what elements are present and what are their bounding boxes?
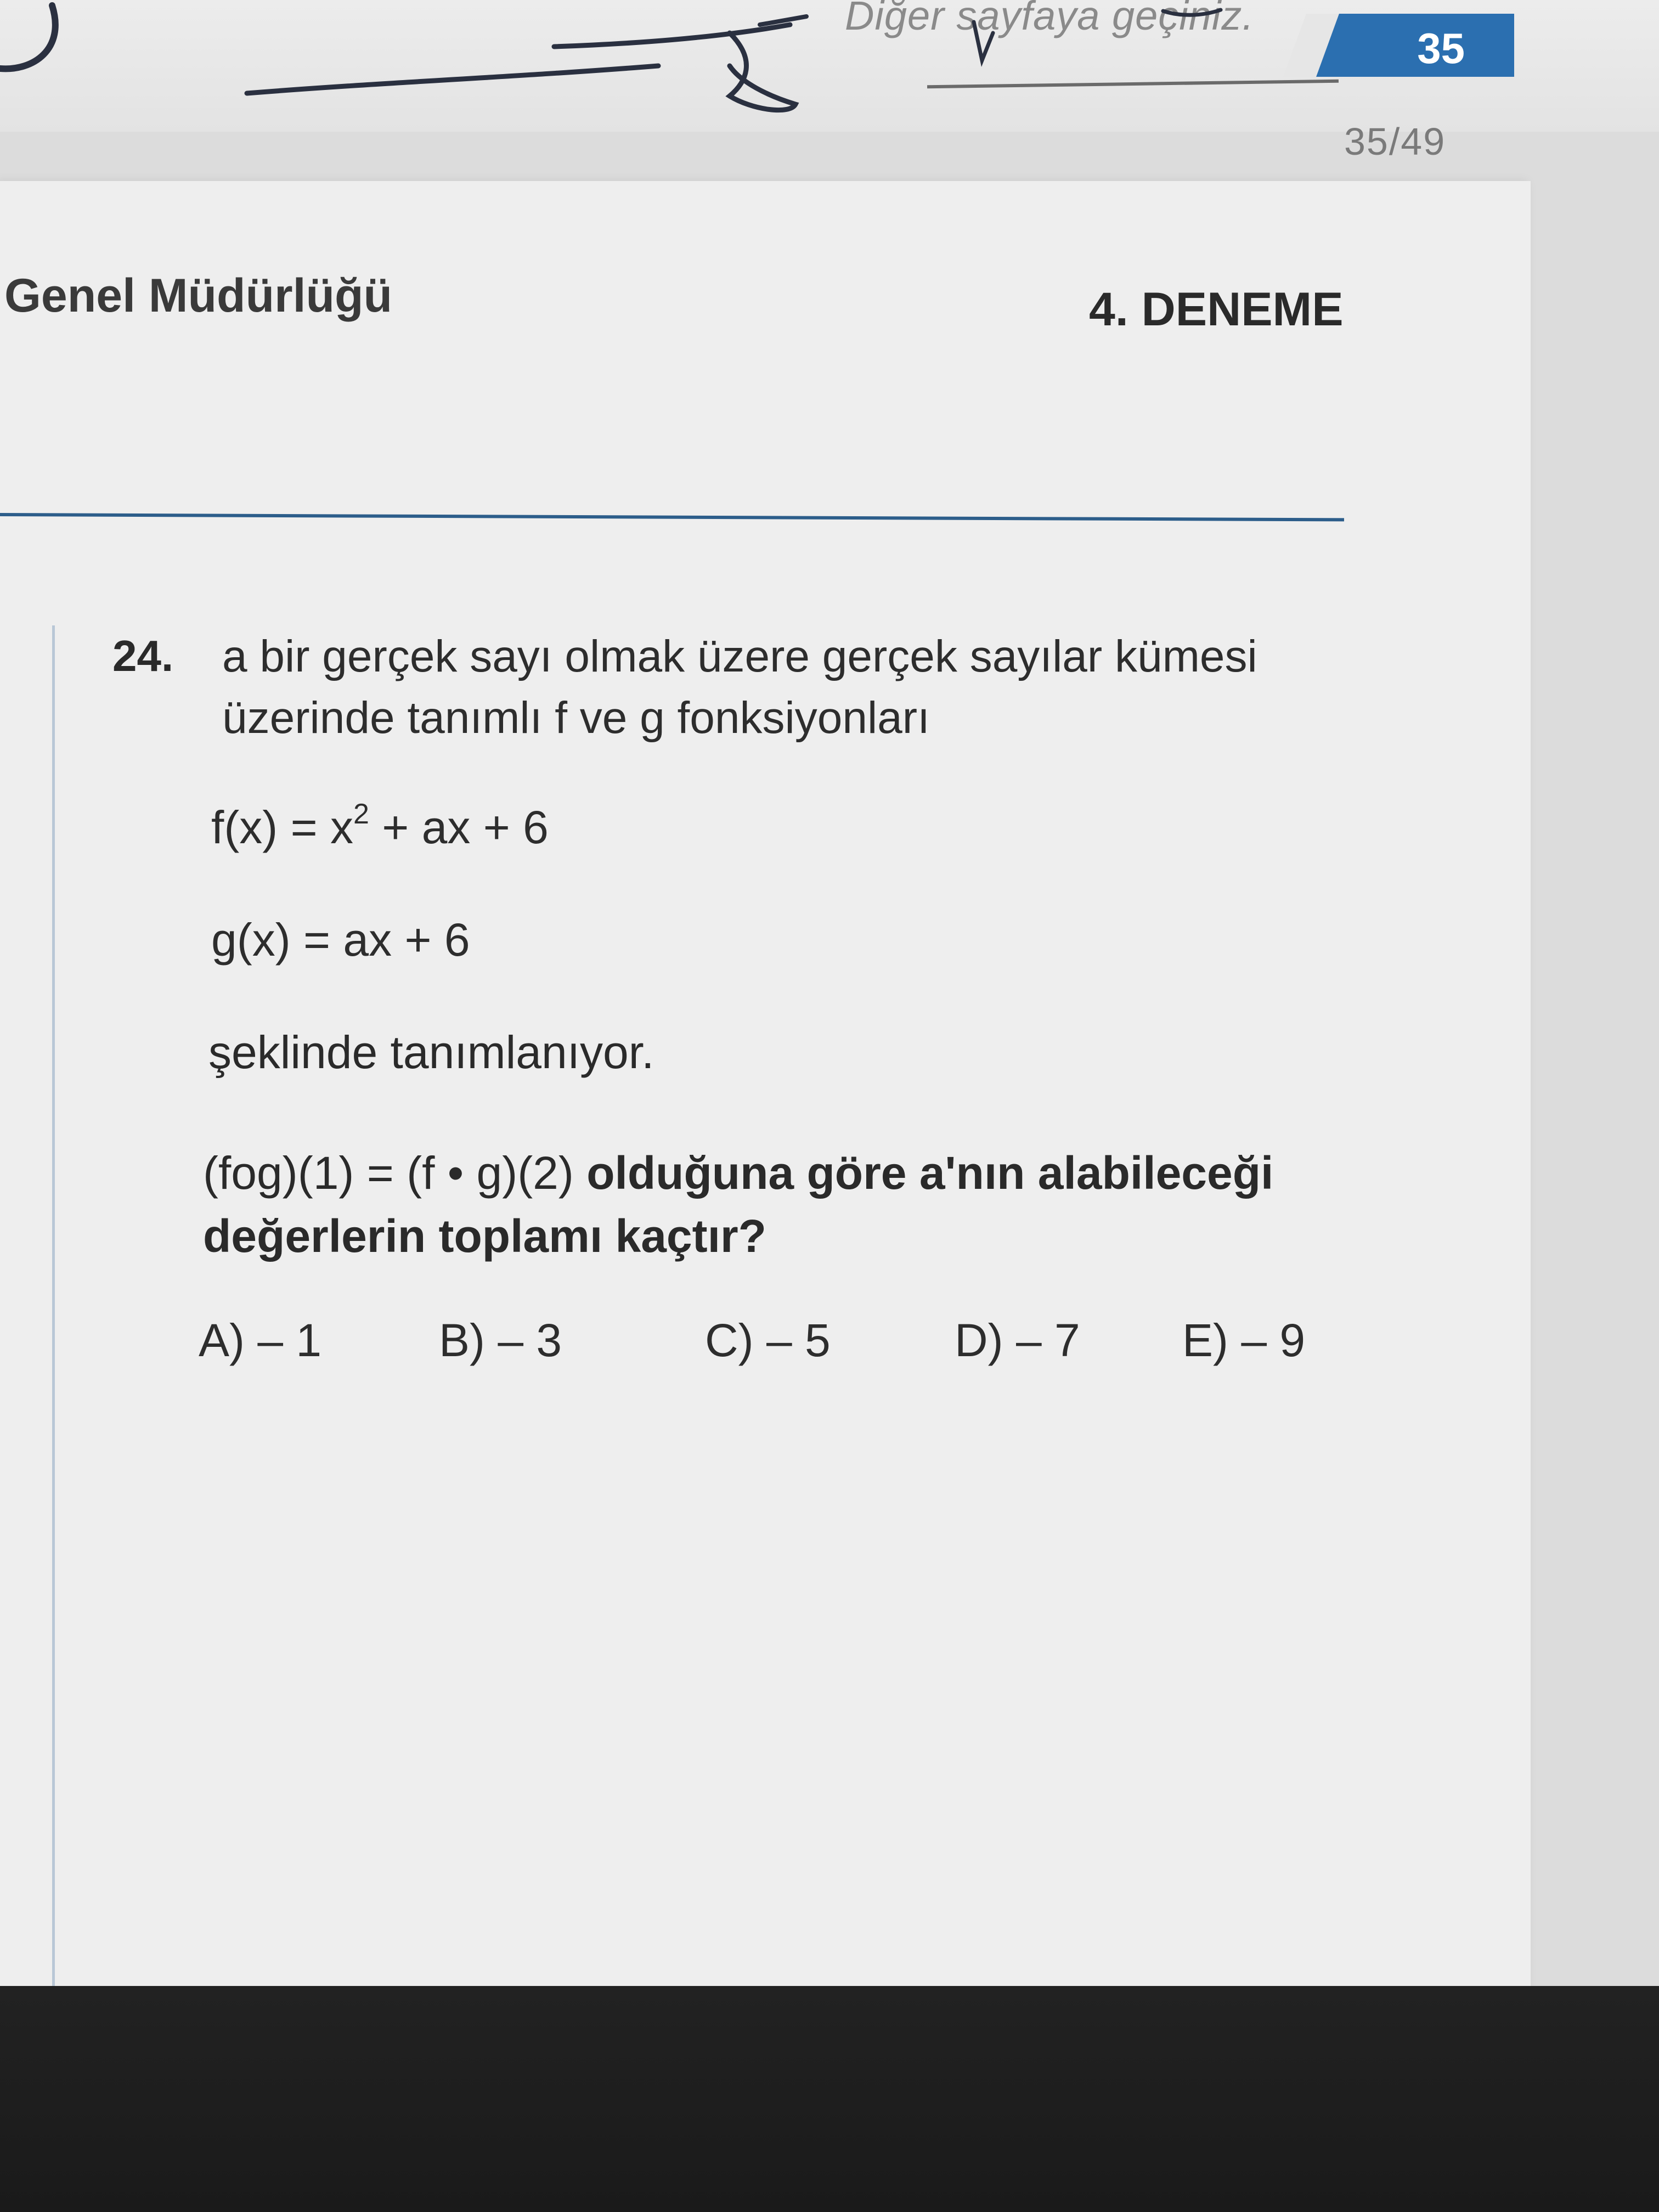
page-number: 35 xyxy=(1417,24,1465,72)
question-intro-line-1: a bir gerçek sayı olmak üzere gerçek sayılar kümesi xyxy=(222,631,1257,681)
option-b: B) – 3 xyxy=(439,1314,562,1366)
f-definition-right: + ax + 6 xyxy=(369,802,549,853)
g-definition: g(x) = ax + 6 xyxy=(211,914,470,966)
scribble-strike xyxy=(1163,10,1221,15)
ask-text-1: olduğuna göre a'nın alabileceği xyxy=(573,1147,1274,1199)
page-count: 35/49 xyxy=(1344,120,1446,163)
institution-header: Genel Müdürlüğü xyxy=(4,269,393,322)
scribble-underline-left xyxy=(247,66,658,93)
question-number: 24. xyxy=(112,631,174,680)
f-definition-left: f(x) = x xyxy=(211,802,354,853)
footer-note: Diğer sayfaya geçiniz. xyxy=(845,0,1254,38)
scribble-underline-mid xyxy=(554,25,790,47)
question-intro-line-2: üzerinde tanımlı f ve g fonksiyonları xyxy=(222,693,930,743)
option-c: C) – 5 xyxy=(705,1314,831,1366)
option-d: D) – 7 xyxy=(955,1314,1080,1366)
condition-expression: (fog)(1) = (f • g)(2) xyxy=(203,1147,574,1199)
option-a: A) – 1 xyxy=(199,1314,322,1366)
desk-edge xyxy=(0,1986,1659,2212)
f-exponent: 2 xyxy=(353,798,369,830)
ask-text-2: değerlerin toplamı kaçtır? xyxy=(203,1210,766,1262)
test-name-header: 4. DENEME xyxy=(1089,283,1344,336)
scribble-corner-arc xyxy=(0,5,55,69)
defined-text: şeklinde tanımlanıyor. xyxy=(208,1026,654,1078)
scribble-symbol xyxy=(730,33,795,110)
option-e: E) – 9 xyxy=(1182,1314,1306,1366)
scribble-check xyxy=(974,22,993,60)
